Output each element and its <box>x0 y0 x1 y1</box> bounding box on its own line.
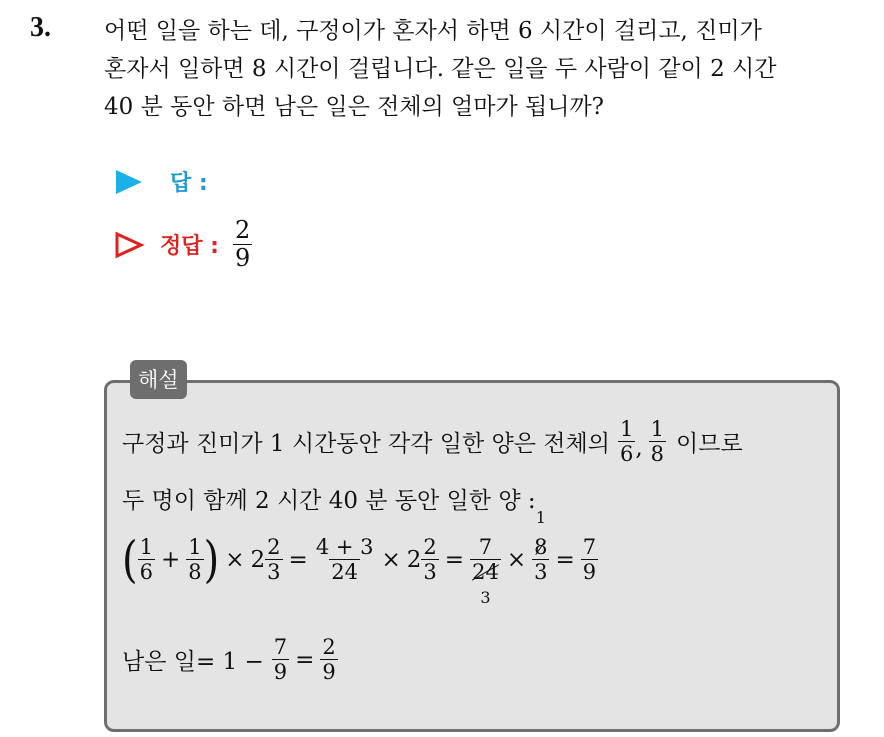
fraction-numerator: 2 <box>322 635 336 659</box>
problem-number: 3. <box>30 12 51 43</box>
solution-line-2 <box>122 482 536 515</box>
fraction-numerator: 2 <box>267 535 281 559</box>
solution-text: 구정과 진미가 1 시간동안 각각 일한 양은 전체의 <box>122 431 610 458</box>
fraction <box>265 536 282 583</box>
fraction-numerator: 2 <box>234 216 251 244</box>
question-line-1: 어떤 일을 하는 데, 구정이가 혼자서 하면 6 시간이 걸리고, 진미가 <box>104 18 762 44</box>
correct-answer-label: 정답 : <box>160 234 219 260</box>
fraction-numerator: 7 <box>273 635 288 659</box>
fraction <box>581 536 598 583</box>
left-paren: ( <box>122 530 138 589</box>
comma: , <box>635 435 643 462</box>
question-text <box>104 12 874 126</box>
answer-row <box>112 166 208 197</box>
whole-number: 2 <box>250 546 266 573</box>
answer-label: 답 : <box>170 171 208 196</box>
fraction-denominator: 3 <box>534 560 548 585</box>
play-outline-icon <box>112 230 146 260</box>
equals-sign: = <box>288 546 308 573</box>
fraction-denominator: 9 <box>322 660 336 685</box>
right-paren: ) <box>203 530 220 589</box>
fraction-denominator: 6 <box>619 442 634 467</box>
question-line-2: 혼자서 일하면 8 시간이 걸립니다. 같은 일을 두 사람이 같이 2 시간 <box>104 56 777 82</box>
times-sign: × <box>506 546 527 573</box>
equals-sign: = <box>444 546 465 573</box>
correct-answer-fraction <box>233 218 252 271</box>
fraction-denominator: 3 <box>267 560 281 585</box>
solution-tag: 해설 <box>130 360 187 399</box>
fraction-denominator: 9 <box>273 660 288 685</box>
fraction-numerator: 7 <box>582 535 597 559</box>
fraction-denominator: 8 <box>650 442 665 467</box>
whole-number: 2 <box>406 546 422 573</box>
fraction <box>314 536 376 583</box>
solution-line-4 <box>122 636 338 683</box>
question-line-3: 40 분 동안 하면 남은 일은 전체의 얼마가 됩니까? <box>104 94 605 120</box>
solution-equation <box>122 508 598 608</box>
fraction-numerator: 1 <box>619 417 634 441</box>
solution-text-end: 이므로 <box>676 431 743 458</box>
fraction <box>649 418 666 465</box>
plus-sign: + <box>160 546 181 573</box>
cancelled-number: 8 <box>534 535 548 559</box>
fraction <box>186 536 203 583</box>
fraction-numerator: 4 + 3 <box>315 535 374 559</box>
play-filled-icon <box>112 167 146 197</box>
fraction <box>138 536 155 583</box>
solution-text: 남은 일= 1 − <box>122 649 264 676</box>
fraction-denominator: 6 <box>139 560 153 585</box>
fraction-denominator <box>470 559 501 608</box>
fraction-denominator: 8 <box>188 560 202 585</box>
correct-answer-row <box>112 218 252 271</box>
fraction <box>421 536 438 583</box>
fraction <box>272 636 289 683</box>
fraction <box>320 636 337 683</box>
times-sign: × <box>225 546 245 573</box>
reduced-number: 1 <box>535 508 546 527</box>
cancelled-number: 24 <box>472 560 499 585</box>
fraction-numerator: 1 <box>188 535 202 559</box>
fraction-cancelled-numerator <box>532 508 549 585</box>
fraction-denominator: 3 <box>423 560 437 585</box>
fraction <box>618 418 635 465</box>
equals-sign: = <box>295 646 315 673</box>
fraction-cancelled-denominator <box>470 535 501 608</box>
solution-line-1 <box>122 418 743 465</box>
times-sign: × <box>381 546 401 573</box>
fraction-numerator <box>532 508 549 559</box>
fraction-numerator: 1 <box>650 417 665 441</box>
fraction-numerator: 7 <box>478 535 493 559</box>
fraction-denominator: 9 <box>582 560 597 585</box>
fraction-denominator: 9 <box>234 244 251 273</box>
fraction-denominator: 24 <box>331 560 359 585</box>
equals-sign: = <box>555 546 575 573</box>
fraction-numerator: 2 <box>423 535 437 559</box>
solution-text: 두 명이 함께 2 시간 40 분 동안 일한 양 : <box>122 488 536 514</box>
reduced-number: 3 <box>480 588 491 608</box>
fraction-numerator: 1 <box>139 535 153 559</box>
